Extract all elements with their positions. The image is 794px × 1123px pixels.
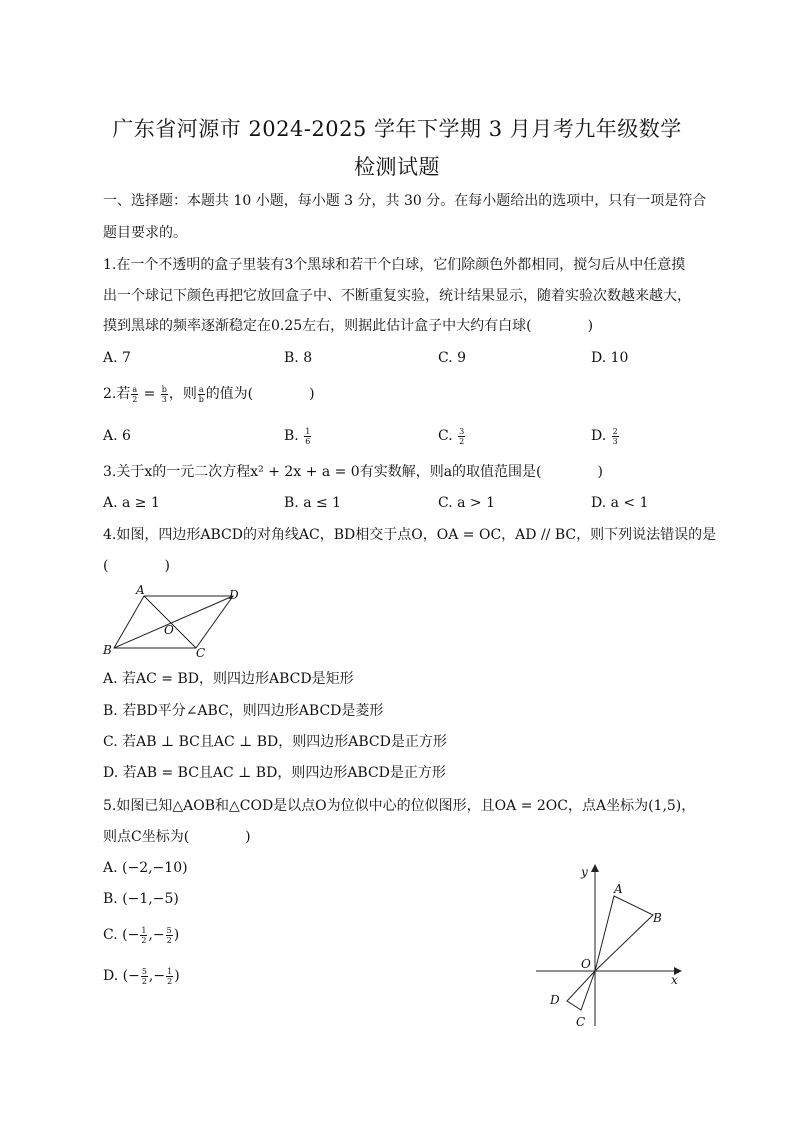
title-line-2: 检测试题 — [354, 155, 440, 179]
diagonal-bd — [114, 596, 233, 648]
q5-option-c — [103, 925, 179, 945]
q4-option-a: A. 若AC = BD，则四边形ABCD是矩形 — [103, 671, 354, 687]
q5-option-c-mid: ,− — [148, 927, 165, 943]
q2-option-a: A. 6 — [103, 428, 131, 444]
q4-line-2: ( ) — [103, 558, 170, 574]
q4-line-1: 4.如图，四边形ABCD的对角线AC，BD相交于点O，OA = OC，AD // BC，则下列说法错误的是 — [103, 527, 717, 543]
q5-c-d2: 2 — [166, 935, 172, 945]
label-y: y — [581, 865, 588, 879]
triangle-aob — [595, 896, 653, 971]
q5-line-2: 则点C坐标为( ) — [103, 829, 251, 845]
q5-c-n1: 1 — [141, 925, 147, 935]
q5-d-n2: 1 — [167, 966, 173, 976]
label-c: C — [196, 646, 206, 660]
triangle-cod — [567, 971, 595, 1010]
q2-option-c-den: 2 — [459, 436, 465, 446]
label-o: O — [581, 957, 591, 971]
q2-option-b-den: 6 — [305, 436, 311, 446]
q2-equals: = — [139, 386, 160, 402]
label-o: O — [164, 623, 174, 637]
q2-frac-num: a — [132, 384, 138, 394]
q1-line-3: 摸到黑球的频率逐渐稳定在0.25左右，则据此估计盒子中大约有白球( ) — [103, 318, 594, 334]
label-b: B — [103, 643, 112, 657]
q1-line-2: 出一个球记下颜色再把它放回盒子中、不断重复实验，统计结果显示，随着实验次数越来越大， — [103, 288, 691, 304]
q3-option-c: C. a > 1 — [438, 495, 495, 511]
q5-option-d-frac-1 — [141, 967, 148, 986]
q2-option-b-num: 1 — [305, 426, 311, 436]
q5-d-n1: 5 — [141, 966, 147, 976]
q2-option-b — [284, 426, 312, 446]
q2-suffix: 的值为( ) — [205, 386, 315, 402]
q3-option-a: A. a ≥ 1 — [103, 495, 160, 511]
q5-c-n2: 5 — [166, 925, 172, 935]
q3-option-d: D. a < 1 — [591, 495, 649, 511]
q5-option-c-frac-1 — [140, 926, 147, 945]
q5-option-d-frac-2 — [166, 967, 173, 986]
title-line-1: 广东省河源市 2024-2025 学年下学期 3 月月考九年级数学 — [112, 117, 682, 141]
q4-parallelogram-figure — [98, 583, 248, 661]
q2-mid: ，则 — [168, 386, 197, 402]
label-a: A — [614, 882, 623, 896]
q2-stem — [103, 384, 703, 404]
q1-option-a: A. 7 — [103, 350, 131, 366]
q2-fraction-b-over-3 — [161, 385, 168, 404]
label-b: B — [653, 911, 662, 925]
q2-option-b-fraction — [304, 427, 311, 446]
q4-option-b: B. 若BD平分∠ABC，则四边形ABCD是菱形 — [103, 703, 384, 719]
q2-option-d — [591, 426, 620, 446]
q2-option-c-fraction — [458, 427, 465, 446]
label-c: C — [576, 1015, 586, 1029]
diagonal-ac — [144, 596, 196, 648]
q5-line-1: 5.如图已知△AOB和△COD是以点O为位似中心的位似图形，且OA = 2OC，点A坐标为(1,5)， — [103, 798, 696, 814]
q5-c-d1: 2 — [141, 935, 147, 945]
q2-option-d-den: 3 — [612, 436, 618, 446]
q2-frac-den-b2: b — [198, 394, 204, 404]
q5-d-d2: 2 — [167, 976, 173, 986]
q2-option-c-num: 3 — [459, 426, 465, 436]
q5-coordinate-figure — [532, 860, 692, 1030]
q2-option-d-fraction — [612, 427, 619, 446]
q1-option-d: D. 10 — [591, 350, 629, 366]
q1-option-c: C. 9 — [438, 350, 467, 366]
q2-frac-den: 2 — [132, 394, 138, 404]
q2-fraction-a-over-b — [198, 385, 205, 404]
q2-frac-num-a2: a — [198, 384, 204, 394]
q5-option-d-suffix: ) — [174, 968, 180, 984]
q2-option-d-prefix: D. — [591, 428, 611, 444]
q2-frac-num-b: b — [161, 384, 167, 394]
label-x: x — [671, 973, 678, 987]
q2-option-d-num: 2 — [612, 426, 618, 436]
q5-d-d1: 2 — [141, 976, 147, 986]
q3-option-b: B. a ≤ 1 — [284, 495, 342, 511]
q5-option-d — [103, 966, 180, 986]
label-a: A — [136, 583, 145, 597]
q5-option-d-prefix: D. (− — [103, 968, 140, 984]
q4-option-c: C. 若AB ⊥ BC且AC ⊥ BD，则四边形ABCD是正方形 — [103, 734, 447, 750]
q2-frac-den-3: 3 — [161, 394, 167, 404]
q4-option-d: D. 若AB = BC且AC ⊥ BD，则四边形ABCD是正方形 — [103, 765, 446, 781]
section-heading-line-2: 题目要求的。 — [103, 225, 187, 241]
label-d: D — [229, 588, 239, 602]
q5-option-c-prefix: C. (− — [103, 927, 140, 943]
section-heading-line-1: 一、选择题：本题共 10 小题，每小题 3 分，共 30 分。在每小题给出的选项中，只有一项是符合 — [103, 193, 707, 209]
q1-line-1: 1.在一个不透明的盒子里装有3个黑球和若干个白球，它们除颜色外都相同，搅匀后从中任意摸 — [103, 257, 686, 273]
q2-option-c-prefix: C. — [438, 428, 458, 444]
q2-option-c — [438, 426, 466, 446]
q5-option-a: A. (−2,−10) — [103, 860, 188, 876]
q5-option-b: B. (−1,−5) — [103, 891, 179, 907]
q2-fraction-a-over-2 — [131, 385, 138, 404]
q1-option-b: B. 8 — [284, 350, 313, 366]
q2-prefix: 2.若 — [103, 386, 131, 402]
q5-option-d-mid: ,− — [148, 968, 166, 984]
q3-stem: 3.关于x的一元二次方程x² + 2x + a = 0有实数解，则a的取值范围是( ) — [103, 464, 603, 480]
label-d: D — [550, 993, 560, 1007]
q5-option-c-frac-2 — [166, 926, 173, 945]
q5-option-c-suffix: ) — [173, 927, 180, 943]
q2-option-b-prefix: B. — [284, 428, 304, 444]
